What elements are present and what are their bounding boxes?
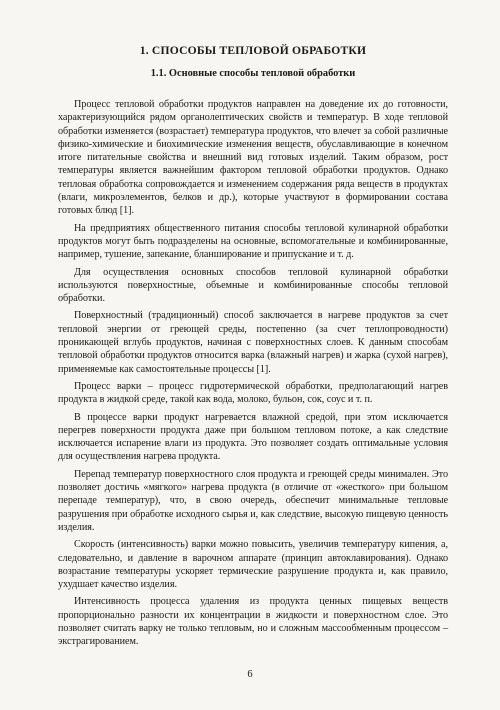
paragraph: Скорость (интенсивность) варки можно повысить, увеличив температуру кипения, а, следовательно, и давление в варочном аппарате (принцип автоклавирования). Однако возрастание температуры ускоряет термические разрушение продукта и, как правило, ухудшает качество изделия. xyxy=(58,539,448,591)
paragraph: В процессе варки продукт нагревается влажной средой, при этом исключается перегрев поверхности продукта даже при большом тепловом потоке, а как следствие исключается испарение влаги из продукта. Это позволяет создать оптимальные условия для осуществления нагрева продукта. xyxy=(58,411,448,463)
paragraph: Процесс варки – процесс гидротермической обработки, предполагающий нагрев продукта в жидкой среде, такой как вода, молоко, бульон, сок, соус и т. п. xyxy=(58,380,448,406)
body-text xyxy=(58,98,448,649)
page-number: 6 xyxy=(247,669,253,680)
paragraph: Поверхностный (традиционный) способ заключается в нагреве продуктов за счет тепловой энергии от греющей среды, постепенно (за счет теплопроводности) проникающей вглубь продуктов, начиная с поверхностных слоев. К данным способам тепловой обработки продуктов относится варка (влажный нагрев) и жарка (сухой нагрев), применяемые как самостоятельные процессы [1]. xyxy=(58,310,448,375)
paragraph: Процесс тепловой обработки продуктов направлен на доведение их до готовности, характеризующийся рядом органолептических свойств и температур. В ходе тепловой обработки изменяется (возрастает) температура продуктов, что влечет за собой различные физико-химические и биохимические изменения веществ, обуславливающие в конечном итоге питательные свойства и внешний вид готовых изделий. Таким образом, рост температуры является важнейшим фактором тепловой обработки продуктов. Однако тепловая обработка сопровождается и изменением содержания ряда веществ в продуктах (влаги, микроэлементов, белков и др.), которые участвуют в формировании состава готовых блюд [1]. xyxy=(58,99,448,217)
paragraph: Для осуществления основных способов тепловой кулинарной обработки используются поверхностные, объемные и комбинированные способы тепловой обработки. xyxy=(58,266,448,305)
section-title: 1.1. Основные способы тепловой обработки xyxy=(150,68,356,79)
chapter-title: 1. СПОСОБЫ ТЕПЛОВОЙ ОБРАБОТКИ xyxy=(139,44,367,57)
paragraph: Интенсивность процесса удаления из продукта ценных пищевых веществ пропорционально разности их концентрации в жидкости и поверхностном слое. Это позволяет считать варку не только тепловым, но и сложным массообменным процессом – экстрагированием. xyxy=(58,596,448,648)
paragraph: Перепад температур поверхностного слоя продукта и греющей среды минимален. Это позволяет достичь «мягкого» нагрева продукта (в отличие от «жесткого» при большом перепаде температур), что, в свою очередь, обеспечит минимальные тепловые разрушения при обработке исходного сырья и, как следствие, высокую пищевую ценность изделия. xyxy=(58,468,448,533)
paragraph: На предприятиях общественного питания способы тепловой кулинарной обработки продуктов могут быть подразделены на основные, вспомогательные и комбинированные, например, тушение, запекание, бланширование и припускание и т. д. xyxy=(58,222,448,261)
